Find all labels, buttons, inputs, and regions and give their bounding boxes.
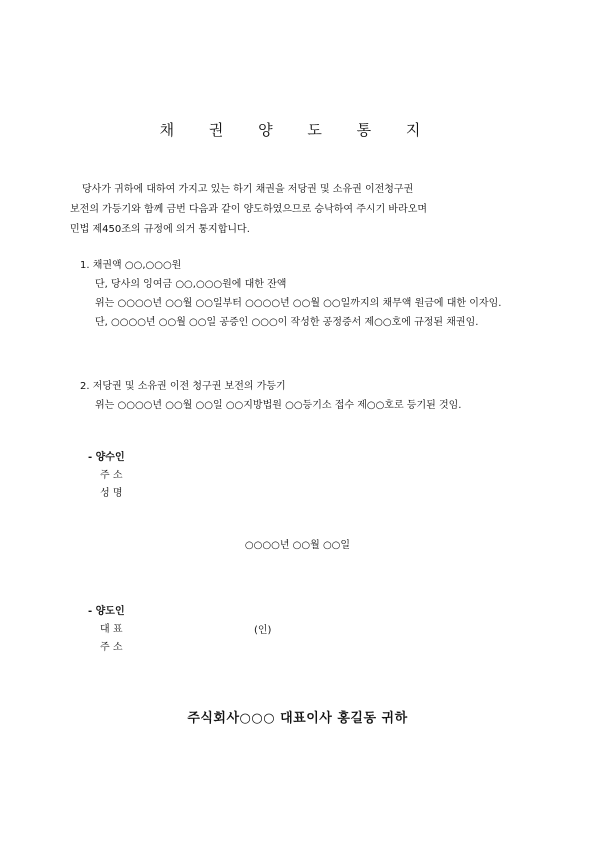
transferor-rep-label: 대 표	[100, 624, 123, 635]
section2-heading: 2. 저당권 및 소유권 이전 청구권 보전의 가등기	[80, 381, 286, 392]
section-claim-amount	[80, 256, 530, 332]
section1-line-1: 단, 당사의 잉여금 ○○,○○○원에 대한 잔액	[95, 279, 287, 290]
section2-line-1: 위는 ○○○○년 ○○월 ○○일 ○○지방법원 ○○등기소 접수 제○○호로 등기된 것임.	[95, 400, 462, 411]
receiver-name-label: 성 명	[100, 488, 123, 499]
transferor-label: - 양도인	[88, 606, 125, 617]
section-mortgage	[80, 377, 530, 415]
document-title: 채 권 양 도 통 지	[159, 121, 436, 139]
addressee-line: 주식회사○○○ 대표이사 홍길동 귀하	[187, 711, 408, 726]
transferor-block	[88, 603, 125, 657]
seal-mark: (인)	[254, 625, 272, 636]
receiver-label: - 양수인	[88, 452, 125, 463]
transferor-address-label: 주 소	[100, 642, 123, 653]
section1-line-2: 위는 ○○○○년 ○○월 ○○일부터 ○○○○년 ○○월 ○○일까지의 채무액 원금에 대한 이자임.	[95, 298, 502, 309]
section1-line-3: 단, ○○○○년 ○○월 ○○일 공증인 ○○○이 작성한 공정증서 제○○호에 규정된 채권임.	[95, 317, 479, 328]
document-date: ○○○○년 ○○월 ○○일	[244, 540, 351, 551]
intro-paragraph	[70, 180, 530, 240]
intro-line-1: 당사가 귀하에 대하여 가지고 있는 하기 채권을 저당권 및 소유권 이전청구권	[82, 184, 414, 195]
intro-line-2: 보전의 가등기와 함께 금번 다음과 같이 양도하였으므로 승낙하여 주시기 바라오며	[70, 204, 428, 215]
intro-line-3: 민법 제450조의 규정에 의거 통지합니다.	[70, 224, 250, 235]
receiver-block	[88, 449, 125, 503]
section1-heading: 1. 채권액 ○○,○○○원	[80, 260, 182, 271]
receiver-address-label: 주 소	[100, 470, 123, 481]
